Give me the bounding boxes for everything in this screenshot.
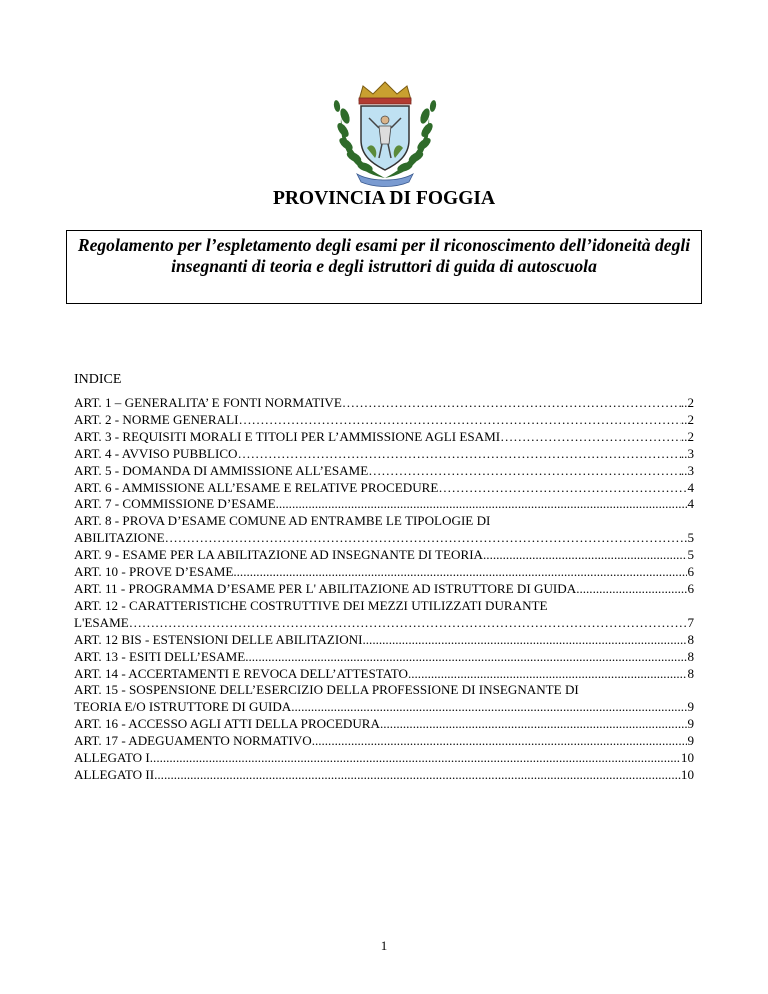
- toc-leader-dots: [368, 463, 681, 480]
- toc-leader-dots: [245, 649, 687, 666]
- toc-entry[interactable]: [74, 598, 694, 615]
- toc-entry-title: ART. 17 - ADEGUAMENTO NORMATIVO: [74, 733, 312, 749]
- toc-leader-dots: [238, 412, 680, 429]
- toc-leader-dots: [500, 429, 681, 446]
- toc-entry-page: 9: [687, 733, 694, 749]
- toc-entry-page: 8: [687, 648, 694, 664]
- index-heading: INDICE: [74, 372, 122, 387]
- provincial-emblem: [327, 78, 443, 188]
- toc-entry[interactable]: [74, 750, 694, 767]
- toc-entry-title: L'ESAME: [74, 614, 129, 630]
- toc-entry[interactable]: [74, 446, 694, 463]
- toc-entry-page: 10: [680, 766, 694, 782]
- toc-entry[interactable]: [74, 429, 694, 446]
- toc-entry-page: 8: [687, 665, 694, 681]
- toc-entry[interactable]: [74, 395, 694, 412]
- page-number: 1: [380, 938, 388, 953]
- toc-entry[interactable]: [74, 649, 694, 666]
- toc-entry-page: 6: [687, 564, 694, 580]
- toc-leader-dots: [408, 666, 687, 683]
- toc-entry-title: ART. 7 - COMMISSIONE D’ESAME: [74, 496, 276, 512]
- toc-entry-title: ART. 15 - SOSPENSIONE DELL’ESERCIZIO DELLA PROFESSIONE DI INSEGNANTE DI: [74, 682, 579, 698]
- toc-entry-title: ART. 13 - ESITI DELL’ESAME: [74, 648, 246, 664]
- toc-entry-title: ART. 3 - REQUISITI MORALI E TITOLI PER L’AMMISSIONE AGLI ESAMI: [74, 428, 501, 444]
- toc-entry-title: ART. 11 - PROGRAMMA D’ESAME PER L' ABILITAZIONE AD ISTRUTTORE DI GUIDA: [74, 580, 577, 596]
- toc-entry-page: .5: [684, 530, 694, 546]
- toc-entry-title: TEORIA E/O ISTRUTTORE DI GUIDA: [74, 699, 292, 715]
- toc-leader-dots: [233, 564, 687, 581]
- toc-entry-title: ART. 2 - NORME GENERALI: [74, 411, 239, 427]
- toc-entry-title: ALLEGATO II: [74, 766, 155, 782]
- document-subtitle-box: [66, 230, 702, 304]
- toc-entry[interactable]: [74, 733, 694, 750]
- toc-entry-title: ABILITAZIONE: [74, 530, 165, 546]
- toc-entry-title: ART. 12 - CARATTERISTICHE COSTRUTTIVE DEI MEZZI UTILIZZATI DURANTE: [74, 597, 548, 613]
- toc-entry-page: ..3: [680, 445, 694, 461]
- toc-entry[interactable]: [74, 632, 694, 649]
- toc-entry[interactable]: [74, 716, 694, 733]
- toc-entry-page: 9: [687, 699, 694, 715]
- page-title: PROVINCIA DI FOGGIA: [272, 188, 496, 209]
- toc-entry-title: ART. 10 - PROVE D’ESAME: [74, 564, 234, 580]
- toc-entry-title: ART. 1 – GENERALITA’ E FONTI NORMATIVE: [74, 395, 342, 410]
- toc-leader-dots: [380, 716, 687, 733]
- toc-entry[interactable]: [74, 513, 694, 530]
- toc-leader-dots: [276, 496, 688, 513]
- toc-leader-dots: [483, 547, 687, 564]
- toc-leader-dots: [363, 632, 688, 649]
- toc-entry-title: ART. 9 - ESAME PER LA ABILITAZIONE AD INSEGNANTE DI TEORIA: [74, 547, 484, 563]
- toc-entry-page: 9: [687, 716, 694, 732]
- toc-entry-page: ..2: [680, 411, 694, 427]
- toc-leader-dots: [238, 446, 681, 463]
- toc-leader-dots: [291, 699, 687, 716]
- toc-entry-title: ART. 4 - AVVISO PUBBLICO: [74, 445, 238, 461]
- toc-entry[interactable]: [74, 412, 694, 429]
- toc-entry[interactable]: [74, 463, 694, 480]
- toc-entry-title: ART. 5 - DOMANDA DI AMMISSIONE ALL’ESAME: [74, 462, 369, 478]
- toc-entry-page: 7: [687, 614, 694, 630]
- toc-entry[interactable]: [74, 581, 694, 598]
- toc-entry-page: 4: [687, 496, 694, 512]
- toc-entry-page: 5: [687, 547, 694, 563]
- toc-entry-title: ART. 6 - AMMISSIONE ALL’ESAME E RELATIVE PROCEDURE: [74, 479, 439, 495]
- toc-entry[interactable]: [74, 564, 694, 581]
- toc-leader-dots: [154, 767, 681, 784]
- toc-leader-dots: [312, 733, 688, 750]
- toc-leader-dots: [150, 750, 681, 767]
- toc-entry-title: ART. 12 BIS - ESTENSIONI DELLE ABILITAZIONI: [74, 631, 363, 647]
- toc-entry-page: 8: [687, 631, 694, 647]
- toc-leader-dots: [576, 581, 681, 598]
- toc-entry[interactable]: [74, 480, 694, 497]
- toc-entry-page: ..2: [680, 428, 694, 444]
- toc-entry-page: ..2: [680, 395, 694, 410]
- toc-entry[interactable]: [74, 530, 694, 547]
- toc-leader-dots: [165, 530, 685, 547]
- table-of-contents: [74, 395, 694, 784]
- toc-entry-page: 4: [687, 479, 694, 495]
- toc-leader-dots: [342, 395, 681, 412]
- document-subtitle: Regolamento per l’espletamento degli esami per il riconoscimento dell’idoneità degli insegnanti di teoria e degli istruttori di guida di autoscuola: [77, 235, 691, 276]
- toc-entry[interactable]: [74, 682, 694, 699]
- toc-entry-title: ART. 14 - ACCERTAMENTI E REVOCA DELL’ATTESTATO: [74, 665, 408, 681]
- toc-leader-dots: [129, 615, 688, 632]
- toc-entry[interactable]: [74, 496, 694, 513]
- toc-entry[interactable]: [74, 547, 694, 564]
- toc-entry-page: 10: [680, 750, 694, 766]
- toc-entry-title: ALLEGATO I: [74, 750, 150, 766]
- coat-of-arms-icon: [327, 78, 443, 188]
- toc-entry[interactable]: [74, 666, 694, 683]
- toc-entry-title: ART. 8 - PROVA D’ESAME COMUNE AD ENTRAMBE LE TIPOLOGIE DI: [74, 513, 491, 529]
- toc-entry[interactable]: [74, 699, 694, 716]
- toc-entry-title: ART. 16 - ACCESSO AGLI ATTI DELLA PROCEDURA: [74, 716, 380, 732]
- toc-entry[interactable]: [74, 615, 694, 632]
- toc-entry-page: ..6: [680, 580, 694, 596]
- toc-entry-page: ..3: [680, 462, 694, 478]
- toc-entry[interactable]: [74, 767, 694, 784]
- toc-leader-dots: [438, 480, 687, 497]
